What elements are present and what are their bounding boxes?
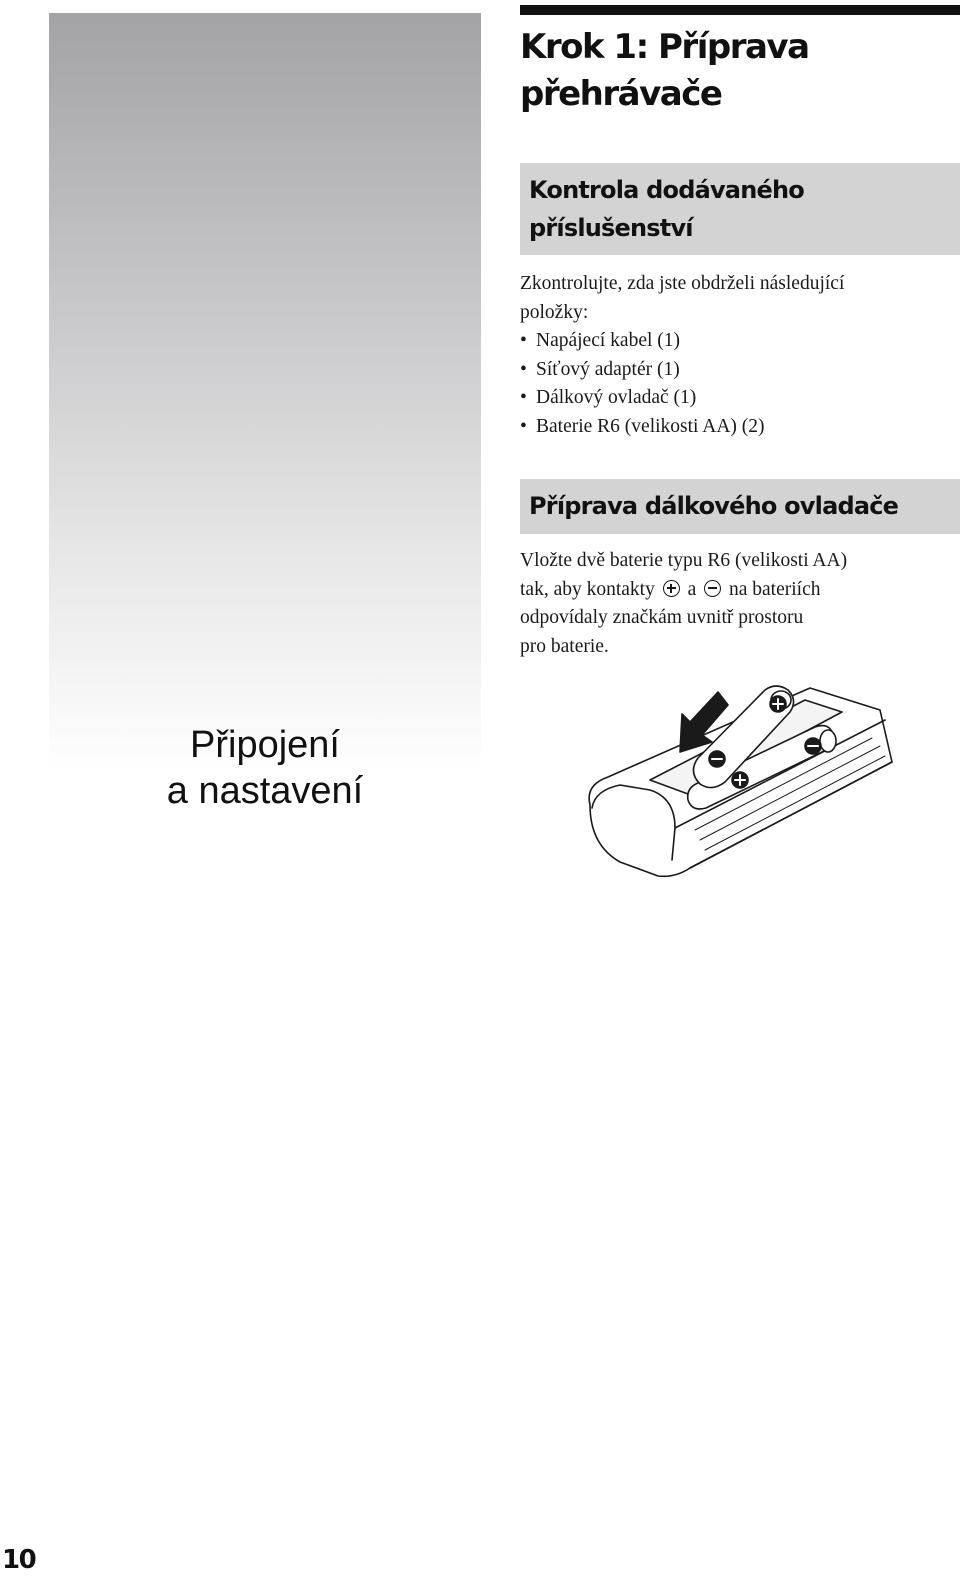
list-item-text: Síťový adaptér (1) bbox=[536, 358, 680, 380]
section-tab-title-line: a nastavení bbox=[166, 770, 364, 812]
instruction-line bbox=[520, 576, 950, 605]
instruction-line: pro baterie. bbox=[520, 635, 609, 657]
accessories-heading-line: příslušenství bbox=[529, 214, 693, 242]
accessories-intro bbox=[520, 270, 950, 327]
accessories-intro-line: Zkontrolujte, zda jste obdrželi následující bbox=[520, 273, 845, 294]
accessories-list bbox=[520, 327, 765, 441]
page-title bbox=[520, 24, 950, 118]
top-rule bbox=[520, 5, 960, 15]
remote-prep-heading: Příprava dálkového ovladače bbox=[520, 479, 960, 534]
list-item bbox=[520, 384, 765, 413]
section-tab-title bbox=[49, 722, 481, 814]
accessories-intro-line: položky: bbox=[520, 301, 589, 323]
page-title-line: Krok 1: Příprava bbox=[520, 27, 809, 67]
list-item-text: Napájecí kabel (1) bbox=[536, 330, 681, 351]
remote-battery-insertion-illustration bbox=[580, 680, 895, 885]
accessories-heading-line: Kontrola dodávaného bbox=[529, 176, 804, 204]
page-number: 10 bbox=[2, 1545, 36, 1575]
remote-prep-instructions bbox=[520, 547, 950, 661]
accessories-heading bbox=[520, 163, 960, 255]
list-item bbox=[520, 413, 765, 442]
list-item bbox=[520, 327, 765, 356]
instruction-line: odpovídaly značkám uvnitř prostoru bbox=[520, 607, 804, 628]
page-title-line: přehrávače bbox=[520, 74, 722, 114]
section-tab-title-line: Připojení bbox=[190, 724, 340, 766]
section-tab-panel bbox=[49, 13, 481, 773]
instruction-text: na bateriích bbox=[729, 578, 821, 600]
instruction-line: Vložte dvě baterie typu R6 (velikosti AA) bbox=[520, 550, 848, 571]
plus-terminal-icon bbox=[663, 580, 680, 597]
instruction-text: tak, aby kontakty bbox=[520, 578, 655, 600]
instruction-text: a bbox=[687, 578, 697, 600]
list-item-text: Dálkový ovladač (1) bbox=[536, 387, 697, 408]
list-item bbox=[520, 356, 765, 385]
list-item-text: Baterie R6 (velikosti AA) (2) bbox=[536, 415, 765, 437]
minus-terminal-icon bbox=[704, 580, 721, 597]
